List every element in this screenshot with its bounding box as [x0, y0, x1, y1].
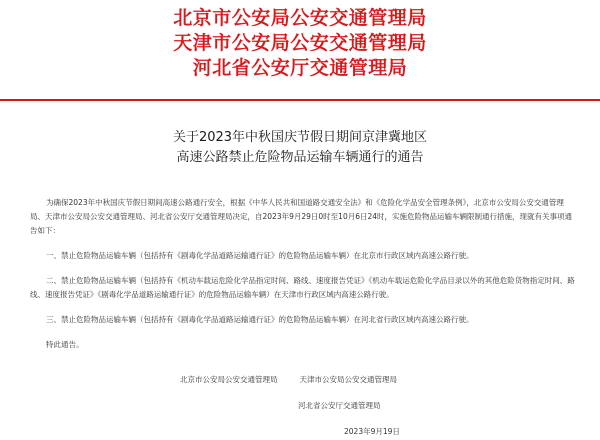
document-header	[0, 6, 600, 81]
signature-beijing: 北京市公安局公安交通管理局	[180, 375, 278, 384]
signature-row	[180, 374, 397, 386]
item-3-paragraph: 三、禁止危险物品运输车辆（包括持有《剧毒化学品道路运输通行证》的危险物品运输车辆）在河北省行政区域内高速公路行驶。	[46, 315, 474, 324]
agency-beijing: 北京市公安局公安交通管理局	[173, 7, 427, 29]
item-2-paragraph: 二、禁止危险物品运输车辆（包括持有《机动车载运危险化学品指定时间、路线、速度报告凭证》《机动车载运危险化学品目录以外的其他危险货物指定时间、路线、速度报告凭证》《剧毒化学品道路运输通行证》的危险物品运输车辆）在天津市行政区域内高速公路行驶。	[30, 276, 575, 299]
agency-tianjin: 天津市公安局公安交通管理局	[173, 32, 427, 54]
item-1-paragraph: 一、禁止危险物品运输车辆（包括持有《剧毒化学品道路运输通行证》的危险物品运输车辆）在北京市行政区域内高速公路行驶。	[46, 251, 474, 260]
agency-hebei: 河北省公安厅交通管理局	[192, 57, 408, 79]
signature-hebei: 河北省公安厅交通管理局	[298, 401, 381, 410]
notice-body	[30, 196, 578, 363]
closing-paragraph: 特此通告。	[46, 340, 84, 349]
header-red-rule	[0, 99, 600, 101]
notice-title	[0, 128, 600, 168]
intro-paragraph: 为确保2023年中秋国庆节假日期间高速公路通行安全，根据《中华人民共和国道路交通安全法》和《危险化学品安全管理条例》，北京市公安局公安交通管理局、天津市公安局公安交通管理局、河北省公安厅交通管理局决定，自2023年9月29日0时至10月6日24时，实施危险物品运输车辆限制通行措施，现就有关事项通告如下：	[30, 198, 573, 235]
signature-tianjin: 天津市公安局公安交通管理局	[299, 375, 397, 384]
notice-title-line-1: 关于2023年中秋国庆节假日期间京津冀地区	[172, 130, 428, 145]
issue-date: 2023年9月19日	[344, 427, 400, 436]
notice-title-line-2: 高速公路禁止危险物品运输车辆通行的通告	[176, 150, 424, 165]
